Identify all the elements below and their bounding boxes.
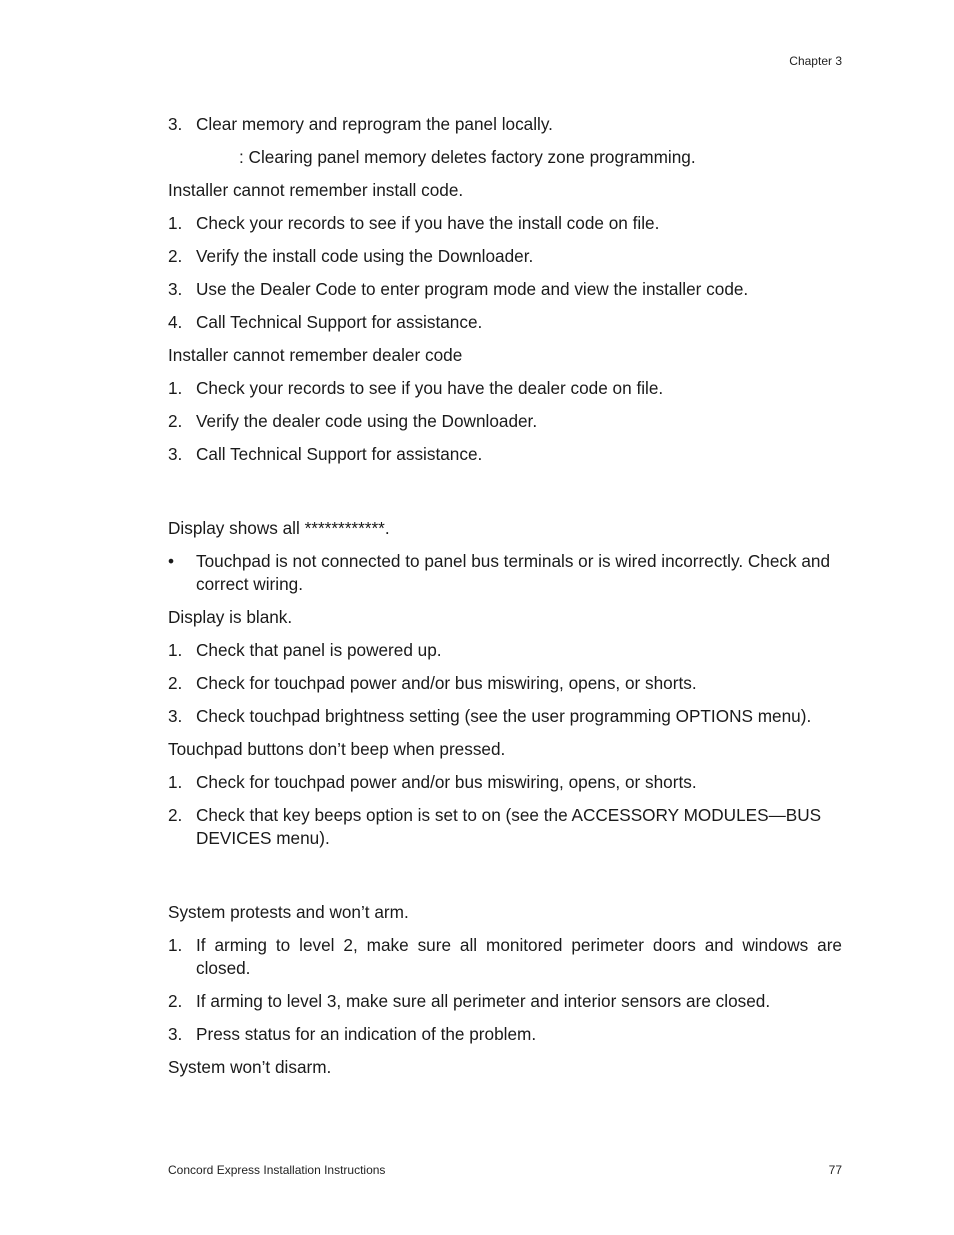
list-item — [168, 311, 842, 334]
problem-heading: System won’t disarm. — [168, 1057, 332, 1077]
item-number: 1. — [168, 640, 183, 660]
list-item — [168, 1023, 842, 1046]
bullet-mark: • — [168, 551, 175, 571]
list-item — [168, 410, 842, 433]
item-number: 2. — [168, 673, 183, 693]
list-item — [168, 278, 842, 301]
item-text: If arming to level 3, make sure all perimeter and interior sensors are closed. — [196, 991, 771, 1011]
list-item — [168, 804, 842, 850]
item-text: Check for touchpad power and/or bus miswiring, opens, or shorts. — [196, 673, 697, 693]
item-number: 3. — [168, 114, 183, 134]
list-item — [168, 934, 842, 980]
item-text: Verify the install code using the Downloader. — [196, 246, 534, 266]
list-item — [168, 672, 842, 695]
item-number: 2. — [168, 411, 183, 431]
problem-heading: Installer cannot remember install code. — [168, 180, 464, 200]
item-number: 2. — [168, 246, 183, 266]
item-number: 3. — [168, 279, 183, 299]
item-text: Check your records to see if you have the dealer code on file. — [196, 378, 664, 398]
item-text: Check your records to see if you have the install code on file. — [196, 213, 660, 233]
problem-heading: System protests and won’t arm. — [168, 902, 409, 922]
problem-heading: Installer cannot remember dealer code — [168, 345, 463, 365]
item-number: 3. — [168, 1024, 183, 1044]
list-item — [168, 377, 842, 400]
item-number: 1. — [168, 213, 183, 233]
item-text: Check that key beeps option is set to on (see the ACCESSORY MODULES—BUS DEVICES menu). — [196, 805, 822, 848]
list-item — [168, 639, 842, 662]
item-number: 2. — [168, 805, 183, 825]
item-text: Call Technical Support for assistance. — [196, 312, 483, 332]
item-text: Press status for an indication of the problem. — [196, 1024, 537, 1044]
note-text: : Clearing panel memory deletes factory zone programming. — [239, 147, 696, 167]
list-item — [168, 245, 842, 268]
problem-heading: Display is blank. — [168, 607, 293, 627]
footer-title: Concord Express Installation Instructions — [168, 1163, 386, 1177]
item-number: 3. — [168, 444, 183, 464]
item-text: If arming to level 2, make sure all monitored perimeter doors and windows are closed. — [196, 935, 842, 978]
item-number: 1. — [168, 772, 183, 792]
item-number: 3. — [168, 706, 183, 726]
item-text: Clear memory and reprogram the panel locally. — [196, 114, 553, 134]
item-number: 1. — [168, 378, 183, 398]
list-item — [168, 990, 842, 1013]
list-item — [168, 443, 842, 466]
section-spacer — [168, 476, 842, 517]
list-item — [168, 771, 842, 794]
item-number: 4. — [168, 312, 183, 332]
item-text: Check for touchpad power and/or bus miswiring, opens, or shorts. — [196, 772, 697, 792]
section-spacer — [168, 860, 842, 901]
problem-heading: Display shows all ************. — [168, 518, 390, 538]
item-text: Use the Dealer Code to enter program mode and view the installer code. — [196, 279, 749, 299]
running-header: Chapter 3 — [789, 54, 842, 68]
item-number: 2. — [168, 991, 183, 1011]
problem-heading: Touchpad buttons don’t beep when pressed. — [168, 739, 506, 759]
page-number: 77 — [828, 1163, 842, 1177]
item-text: Touchpad is not connected to panel bus terminals or is wired incorrectly. Check and correct wiring. — [196, 551, 831, 594]
item-text: Call Technical Support for assistance. — [196, 444, 483, 464]
item-text: Verify the dealer code using the Downloader. — [196, 411, 538, 431]
page-body — [168, 113, 842, 1089]
list-item — [168, 705, 842, 728]
bullet-item — [168, 550, 842, 596]
list-item — [168, 212, 842, 235]
list-item — [168, 113, 842, 136]
item-text: Check touchpad brightness setting (see the user programming OPTIONS menu). — [196, 706, 812, 726]
item-text: Check that panel is powered up. — [196, 640, 442, 660]
item-number: 1. — [168, 935, 183, 955]
